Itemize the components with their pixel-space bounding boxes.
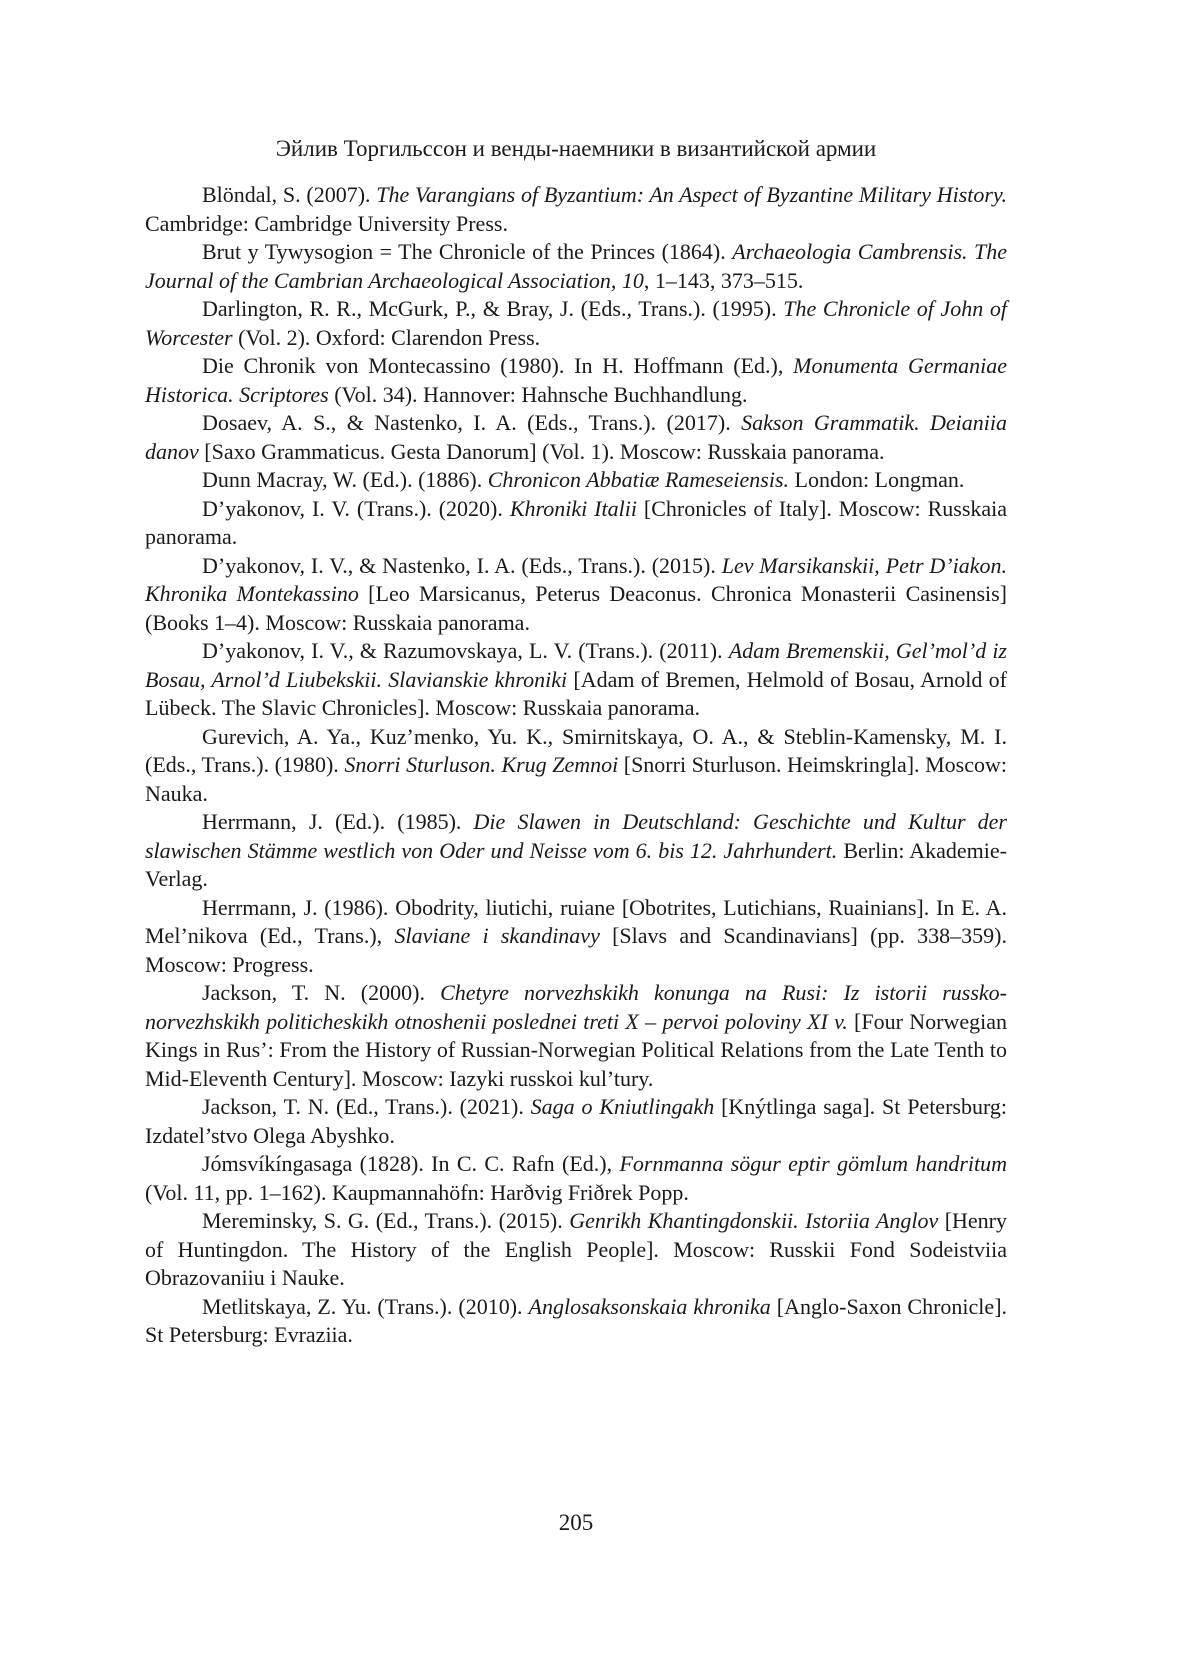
reference-entry [145,808,1007,894]
reference-title: The Chronicle of John of Worcester [145,296,1008,350]
reference-entry [145,723,1007,809]
reference-list [145,181,1007,1350]
reference-text: Jackson, T. N. (Ed., Trans.). (2021). [202,1094,531,1119]
reference-title: Genrikh Khantingdonskii. Istoriia Anglov [569,1208,939,1233]
reference-entry [145,466,1007,495]
reference-entry [145,181,1007,238]
reference-text: Berlin: Akademie-Verlag. [145,837,1008,891]
reference-text: Mereminsky, S. G. (Ed., Trans.). (2015). [202,1208,570,1233]
reference-entry [145,295,1007,352]
reference-text: Darlington, R. R., McGurk, P., & Bray, J. (Eds., Trans.). (1995). [202,296,784,321]
reference-text: Gurevich, A. Ya., Kuz’menko, Yu. K., Smirnitskaya, O. A., & Steblin-Kamensky, M. I. (Eds., Trans.). (1980). [145,723,1007,777]
reference-entry [145,1093,1007,1150]
reference-title: Archaeologia Cambrensis. The Journal of the Cambrian Archaeological Association [145,239,1008,293]
reference-text: [Four Norwegian Kings in Rus’: From the History of Russian-Norwegian Political Relations from the Late Tenth to Mid-Eleventh Century]. Moscow: Iazyki russkoi kul’tury. [145,1008,1007,1091]
reference-text: (Vol. 34). Hannover: Hahnsche Buchhandlung. [328,381,748,407]
reference-text: [Leo Marsicanus, Peterus Deaconus. Chronica Monasterii Casinensis] (Books 1–4). Moscow: Russkaia panorama. [145,581,1008,635]
reference-text: D’yakonov, I. V., & Razumovskaya, L. V. (Trans.). (2011). [202,638,729,663]
reference-title: Khroniki Italii [509,495,637,521]
reference-text: Die Chronik von Montecassino (1980). In H. Hoffmann (Ed.), [202,353,794,378]
reference-title: Adam Bremenskii, Gel’mol’d iz Bosau, Arnol’d Liubekskii. Slavianskie khroniki [145,638,1007,692]
reference-text: Dunn Macray, W. (Ed.). (1886). [202,467,488,492]
reference-title: Monumenta Germaniae Historica. Scriptores [145,353,1007,407]
reference-text: (Vol. 11, pp. 1–162). Kaupmannahöfn: Harðvig Friðrek Popp. [145,1179,689,1205]
reference-text: Herrmann, J. (Ed.). (1985). [202,809,474,834]
reference-title: 10 [621,267,644,293]
reference-text: , 1–143, 373–515. [643,267,804,293]
reference-entry [145,238,1007,295]
reference-text: D’yakonov, I. V. (Trans.). (2020). [202,495,510,521]
reference-text: London: Longman. [789,467,965,492]
reference-entry [145,894,1007,980]
reference-title: Chetyre norvezhskikh konunga na Rusi: Iz istorii russko-norvezhskikh politicheskikh otnoshenii poslednei treti X – pervoi poloviny XI v. [145,980,1007,1034]
reference-entry [145,1207,1007,1293]
reference-text: Blöndal, S. (2007). [202,182,377,207]
reference-text: [Adam of Bremen, Helmold of Bosau, Arnold of Lübeck. The Slavic Chronicles]. Moscow: Russkaia panorama. [145,666,1007,720]
reference-title: Sakson Grammatik. Deianiia danov [145,410,1008,464]
reference-title: Saga o Kniutlingakh [530,1094,715,1119]
reference-text: Jómsvíkíngasaga (1828). In C. C. Rafn (Ed.), [202,1151,620,1176]
reference-text: [Anglo-Saxon Chronicle]. St Petersburg: Evraziia. [145,1293,1008,1347]
reference-text: , [610,267,622,293]
reference-entry [145,1150,1007,1207]
reference-entry [145,1293,1007,1350]
reference-text: Dosaev, A. S., & Nastenko, I. A. (Eds., Trans.). (2017). [202,410,742,435]
reference-text: [Henry of Huntingdon. The History of the English People]. Moscow: Russkii Fond Sodeistviia Obrazovaniiu i Nauke. [145,1208,1007,1290]
reference-title: Lev Marsikanskii, Petr D’iakon. Khronika Montekassino [145,552,1007,606]
reference-entry [145,637,1007,723]
reference-text: Herrmann, J. (1986). Obodrity, liutichi, ruiane [Obotrites, Lutichians, Ruainians]. In E. A. Mel’nikova (Ed., Trans.), [145,894,1007,948]
reference-entry [145,495,1007,552]
running-header: Эйлив Торгильссон и венды-наемники в византийской армии [275,136,877,161]
reference-entry [145,409,1007,466]
reference-title: Anglosaksonskaia khronika [528,1293,771,1319]
reference-title: Die Slawen in Deutschland: Geschichte und Kultur der slawischen Stämme westlich von Oder und Neisse vom 6. bis 12. Jahrhundert. [145,809,1007,863]
reference-text: Cambridge: Cambridge University Press. [145,210,508,236]
reference-text: [Knýtlinga saga]. St Petersburg: Izdatel’stvo Olega Abyshko. [145,1094,1008,1148]
reference-title: Chronicon Abbatiæ Rameseiensis. [487,467,789,492]
reference-title: Fornmanna sögur eptir gömlum handritum [619,1151,1008,1176]
reference-text: D’yakonov, I. V., & Nastenko, I. A. (Eds., Trans.). (2015). [202,552,722,578]
reference-text: Jackson, T. N. (2000). [202,980,441,1005]
reference-text: Metlitskaya, Z. Yu. (Trans.). (2010). [202,1293,529,1319]
reference-text: (Vol. 2). Oxford: Clarendon Press. [232,324,541,350]
reference-entry [145,352,1007,409]
reference-title: The Varangians of Byzantium: An Aspect of Byzantine Military History. [376,182,1007,207]
reference-title: Slaviane i skandinavy [394,923,600,948]
reference-title: Snorri Sturluson. Krug Zemnoi [344,752,619,777]
reference-entry [145,979,1007,1093]
reference-text: [Saxo Grammaticus. Gesta Danorum] (Vol. 1). Moscow: Russkaia panorama. [198,438,885,464]
reference-text: [Slavs and Scandinavians] (pp. 338–359). Moscow: Progress. [145,923,1008,977]
reference-text: [Snorri Sturluson. Heimskringla]. Moscow: Nauka. [145,752,1007,806]
reference-entry [145,552,1007,638]
page-number: 205 [558,1510,594,1535]
reference-text: [Chronicles of Italy]. Moscow: Russkaia panorama. [145,495,1008,549]
reference-text: Brut y Tywysogion = The Chronicle of the Princes (1864). [202,239,733,264]
